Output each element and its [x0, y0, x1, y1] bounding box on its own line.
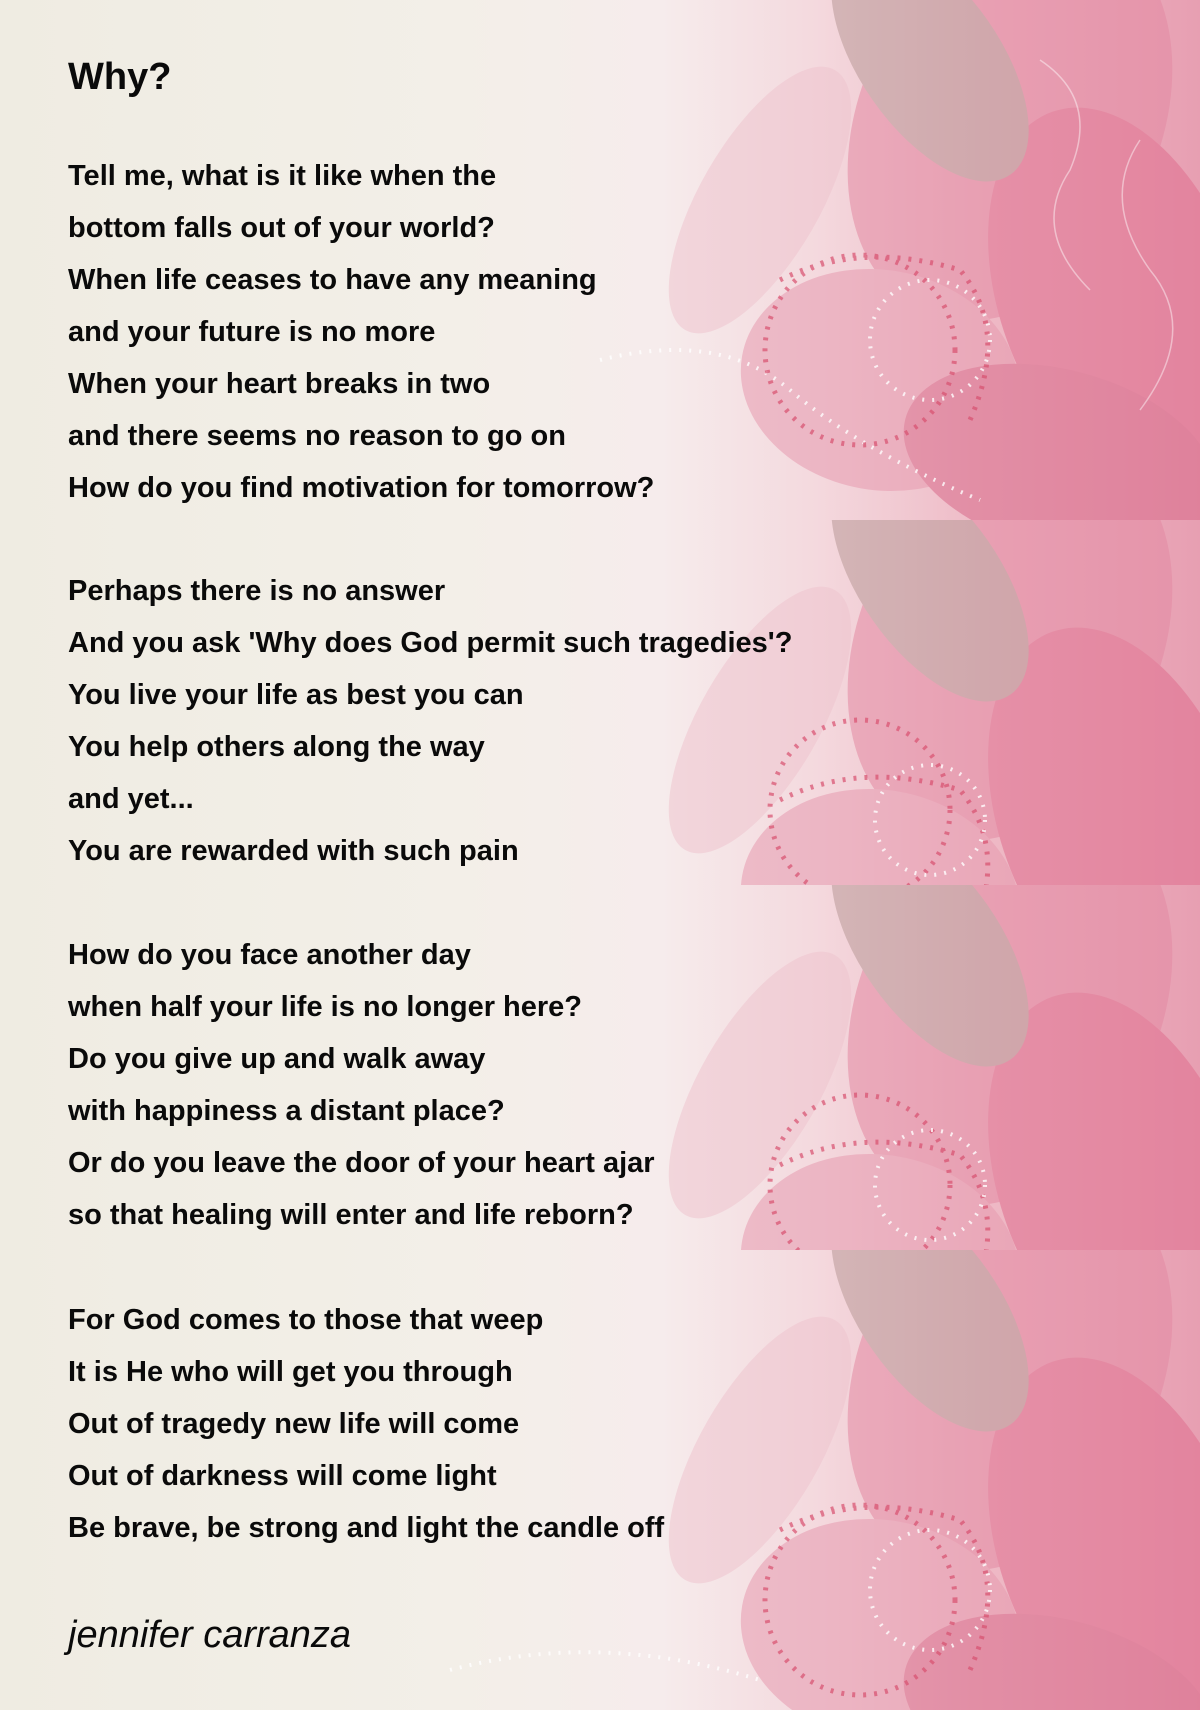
poem-line: with happiness a distant place?	[68, 1095, 505, 1127]
poem-stanza-3	[68, 929, 655, 1241]
poem-title: Why?	[68, 56, 172, 98]
poem-stanza-2	[68, 565, 792, 877]
poem-line: You live your life as best you can	[68, 679, 524, 711]
poem-line: so that healing will enter and life reborn?	[68, 1199, 634, 1231]
poem-line: Do you give up and walk away	[68, 1043, 486, 1075]
poem-line: Perhaps there is no answer	[68, 575, 446, 607]
poem-line: and your future is no more	[68, 316, 436, 348]
poem-stanza-1	[68, 150, 654, 514]
poem-line: You help others along the way	[68, 731, 485, 763]
poem-line: For God comes to those that weep	[68, 1304, 544, 1336]
poem-line: when half your life is no longer here?	[68, 991, 583, 1023]
poem-line: Out of darkness will come light	[68, 1460, 497, 1492]
poem-author: jennifer carranza	[68, 1614, 352, 1656]
poem-card	[68, 0, 1168, 1710]
poem-line: Tell me, what is it like when the	[68, 160, 497, 192]
poem-line: You are rewarded with such pain	[68, 835, 519, 867]
poem-line: It is He who will get you through	[68, 1356, 513, 1388]
poem-line: How do you face another day	[68, 939, 471, 971]
poem-line: Out of tragedy new life will come	[68, 1408, 520, 1440]
poem-line: When your heart breaks in two	[68, 368, 491, 400]
poem-line: and yet...	[68, 783, 194, 815]
poem-line: Be brave, be strong and light the candle off	[68, 1512, 665, 1544]
poem-line: When life ceases to have any meaning	[68, 264, 597, 296]
poem-line: bottom falls out of your world?	[68, 212, 495, 244]
poem-line: And you ask 'Why does God permit such tragedies'?	[68, 627, 793, 659]
poem-line: Or do you leave the door of your heart ajar	[68, 1147, 655, 1179]
poem-line: How do you find motivation for tomorrow?	[68, 472, 655, 504]
poem-stanza-4	[68, 1294, 664, 1554]
poem-line: and there seems no reason to go on	[68, 420, 566, 452]
